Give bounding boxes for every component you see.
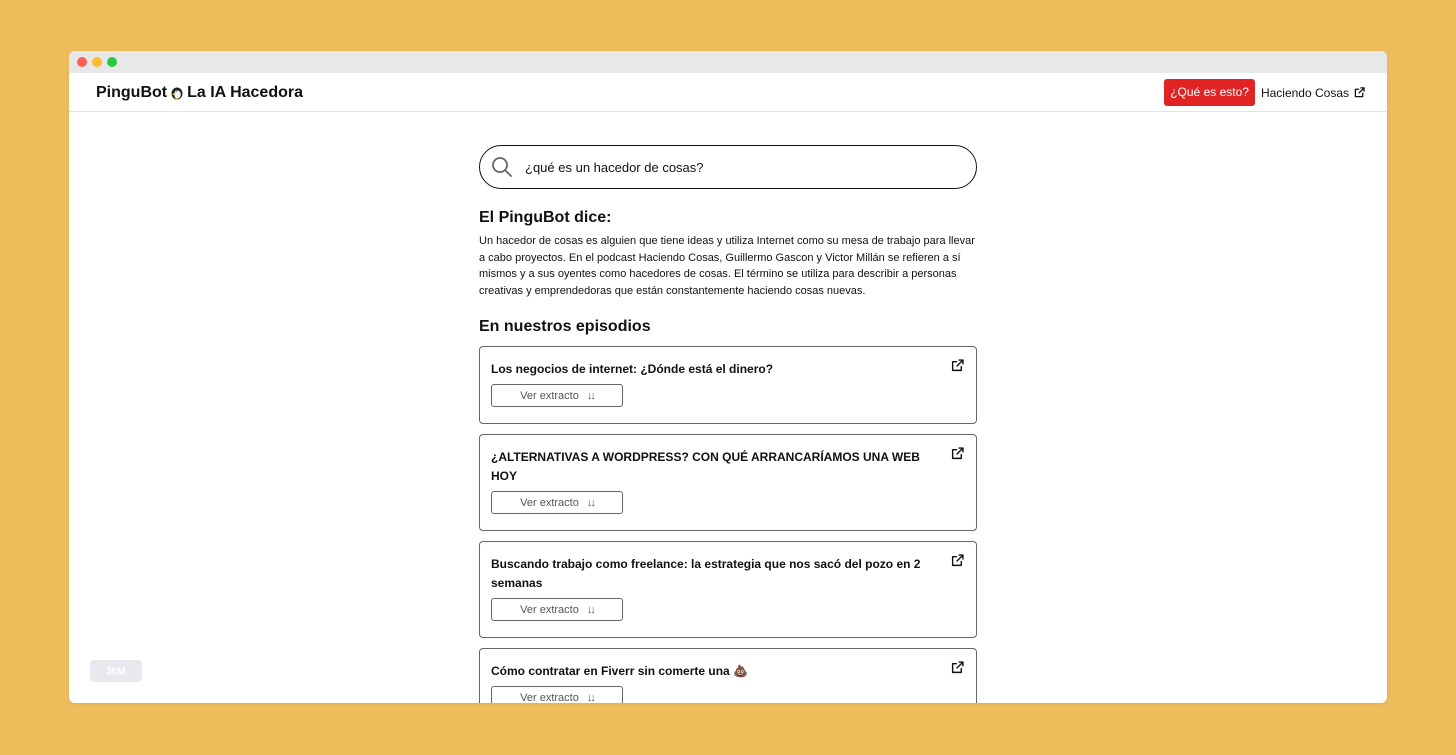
- episodes-heading: En nuestros episodios: [479, 318, 651, 335]
- browser-window: [69, 51, 1387, 703]
- penguin-icon: [170, 86, 184, 100]
- episode-card: [479, 346, 977, 424]
- haciendo-cosas-link-label: Haciendo Cosas: [1260, 85, 1349, 100]
- view-extract-button[interactable]: [491, 686, 623, 703]
- double-arrow-down-icon: ↓↓: [586, 496, 594, 509]
- what-is-this-button[interactable]: ¿Qué es esto?: [1164, 79, 1255, 106]
- view-extract-label: Ver extracto: [520, 691, 579, 703]
- search-bar[interactable]: [479, 145, 977, 189]
- view-extract-button[interactable]: [491, 598, 623, 621]
- keyboard-shortcut-badge[interactable]: ⌘M: [90, 660, 142, 682]
- view-extract-label: Ver extracto: [520, 496, 579, 509]
- episode-title: Cómo contratar en Fiverr sin comerte una 💩: [491, 664, 749, 678]
- main-content: [479, 145, 977, 703]
- double-arrow-down-icon: ↓↓: [586, 603, 594, 616]
- episode-card: [479, 434, 977, 531]
- logo-text-name: PinguBot: [96, 84, 168, 101]
- header-nav: [1164, 79, 1365, 106]
- double-arrow-down-icon: ↓↓: [586, 389, 594, 402]
- external-link-icon[interactable]: [951, 359, 964, 372]
- view-extract-button[interactable]: [491, 491, 623, 514]
- episode-title: Buscando trabajo como freelance: la estrategia que nos sacó del pozo en 2 semanas: [491, 557, 921, 590]
- external-link-icon[interactable]: [951, 554, 964, 567]
- haciendo-cosas-link[interactable]: [1261, 86, 1365, 100]
- app-logo[interactable]: [96, 84, 303, 102]
- app-header: [69, 73, 1387, 112]
- answer-heading: El PinguBot dice:: [479, 209, 612, 226]
- episode-card: [479, 648, 977, 703]
- search-input[interactable]: [523, 159, 947, 176]
- episode-card: [479, 541, 977, 638]
- title-bar: [69, 51, 1387, 73]
- external-link-icon[interactable]: [951, 661, 964, 674]
- external-link-icon: [1354, 87, 1365, 98]
- answer-text: Un hacedor de cosas es alguien que tiene ideas y utiliza Internet como su mesa de trabajo para llevar a cabo proyectos. En el podcast Haciendo Cosas, Guillermo Gascon y Victor Millán se refieren a sí mismos y a sus oyentes como hacedores de cosas. El término se utiliza para describir a personas creativas y emprendedoras que están constantemente haciendo cosas nuevas.: [479, 235, 975, 297]
- view-extract-button[interactable]: [491, 384, 623, 407]
- episode-title: Los negocios de internet: ¿Dónde está el dinero?: [491, 362, 774, 376]
- logo-text-tagline: La IA Hacedora: [187, 84, 303, 101]
- view-extract-label: Ver extracto: [520, 389, 579, 402]
- maximize-window-button[interactable]: [107, 57, 117, 67]
- external-link-icon[interactable]: [951, 447, 964, 460]
- episode-title: ¿ALTERNATIVAS A WORDPRESS? CON QUÉ ARRANCARÍAMOS UNA WEB HOY: [491, 450, 920, 483]
- search-icon: [491, 156, 513, 178]
- view-extract-label: Ver extracto: [520, 603, 579, 616]
- close-window-button[interactable]: [77, 57, 87, 67]
- double-arrow-down-icon: ↓↓: [586, 691, 594, 703]
- minimize-window-button[interactable]: [92, 57, 102, 67]
